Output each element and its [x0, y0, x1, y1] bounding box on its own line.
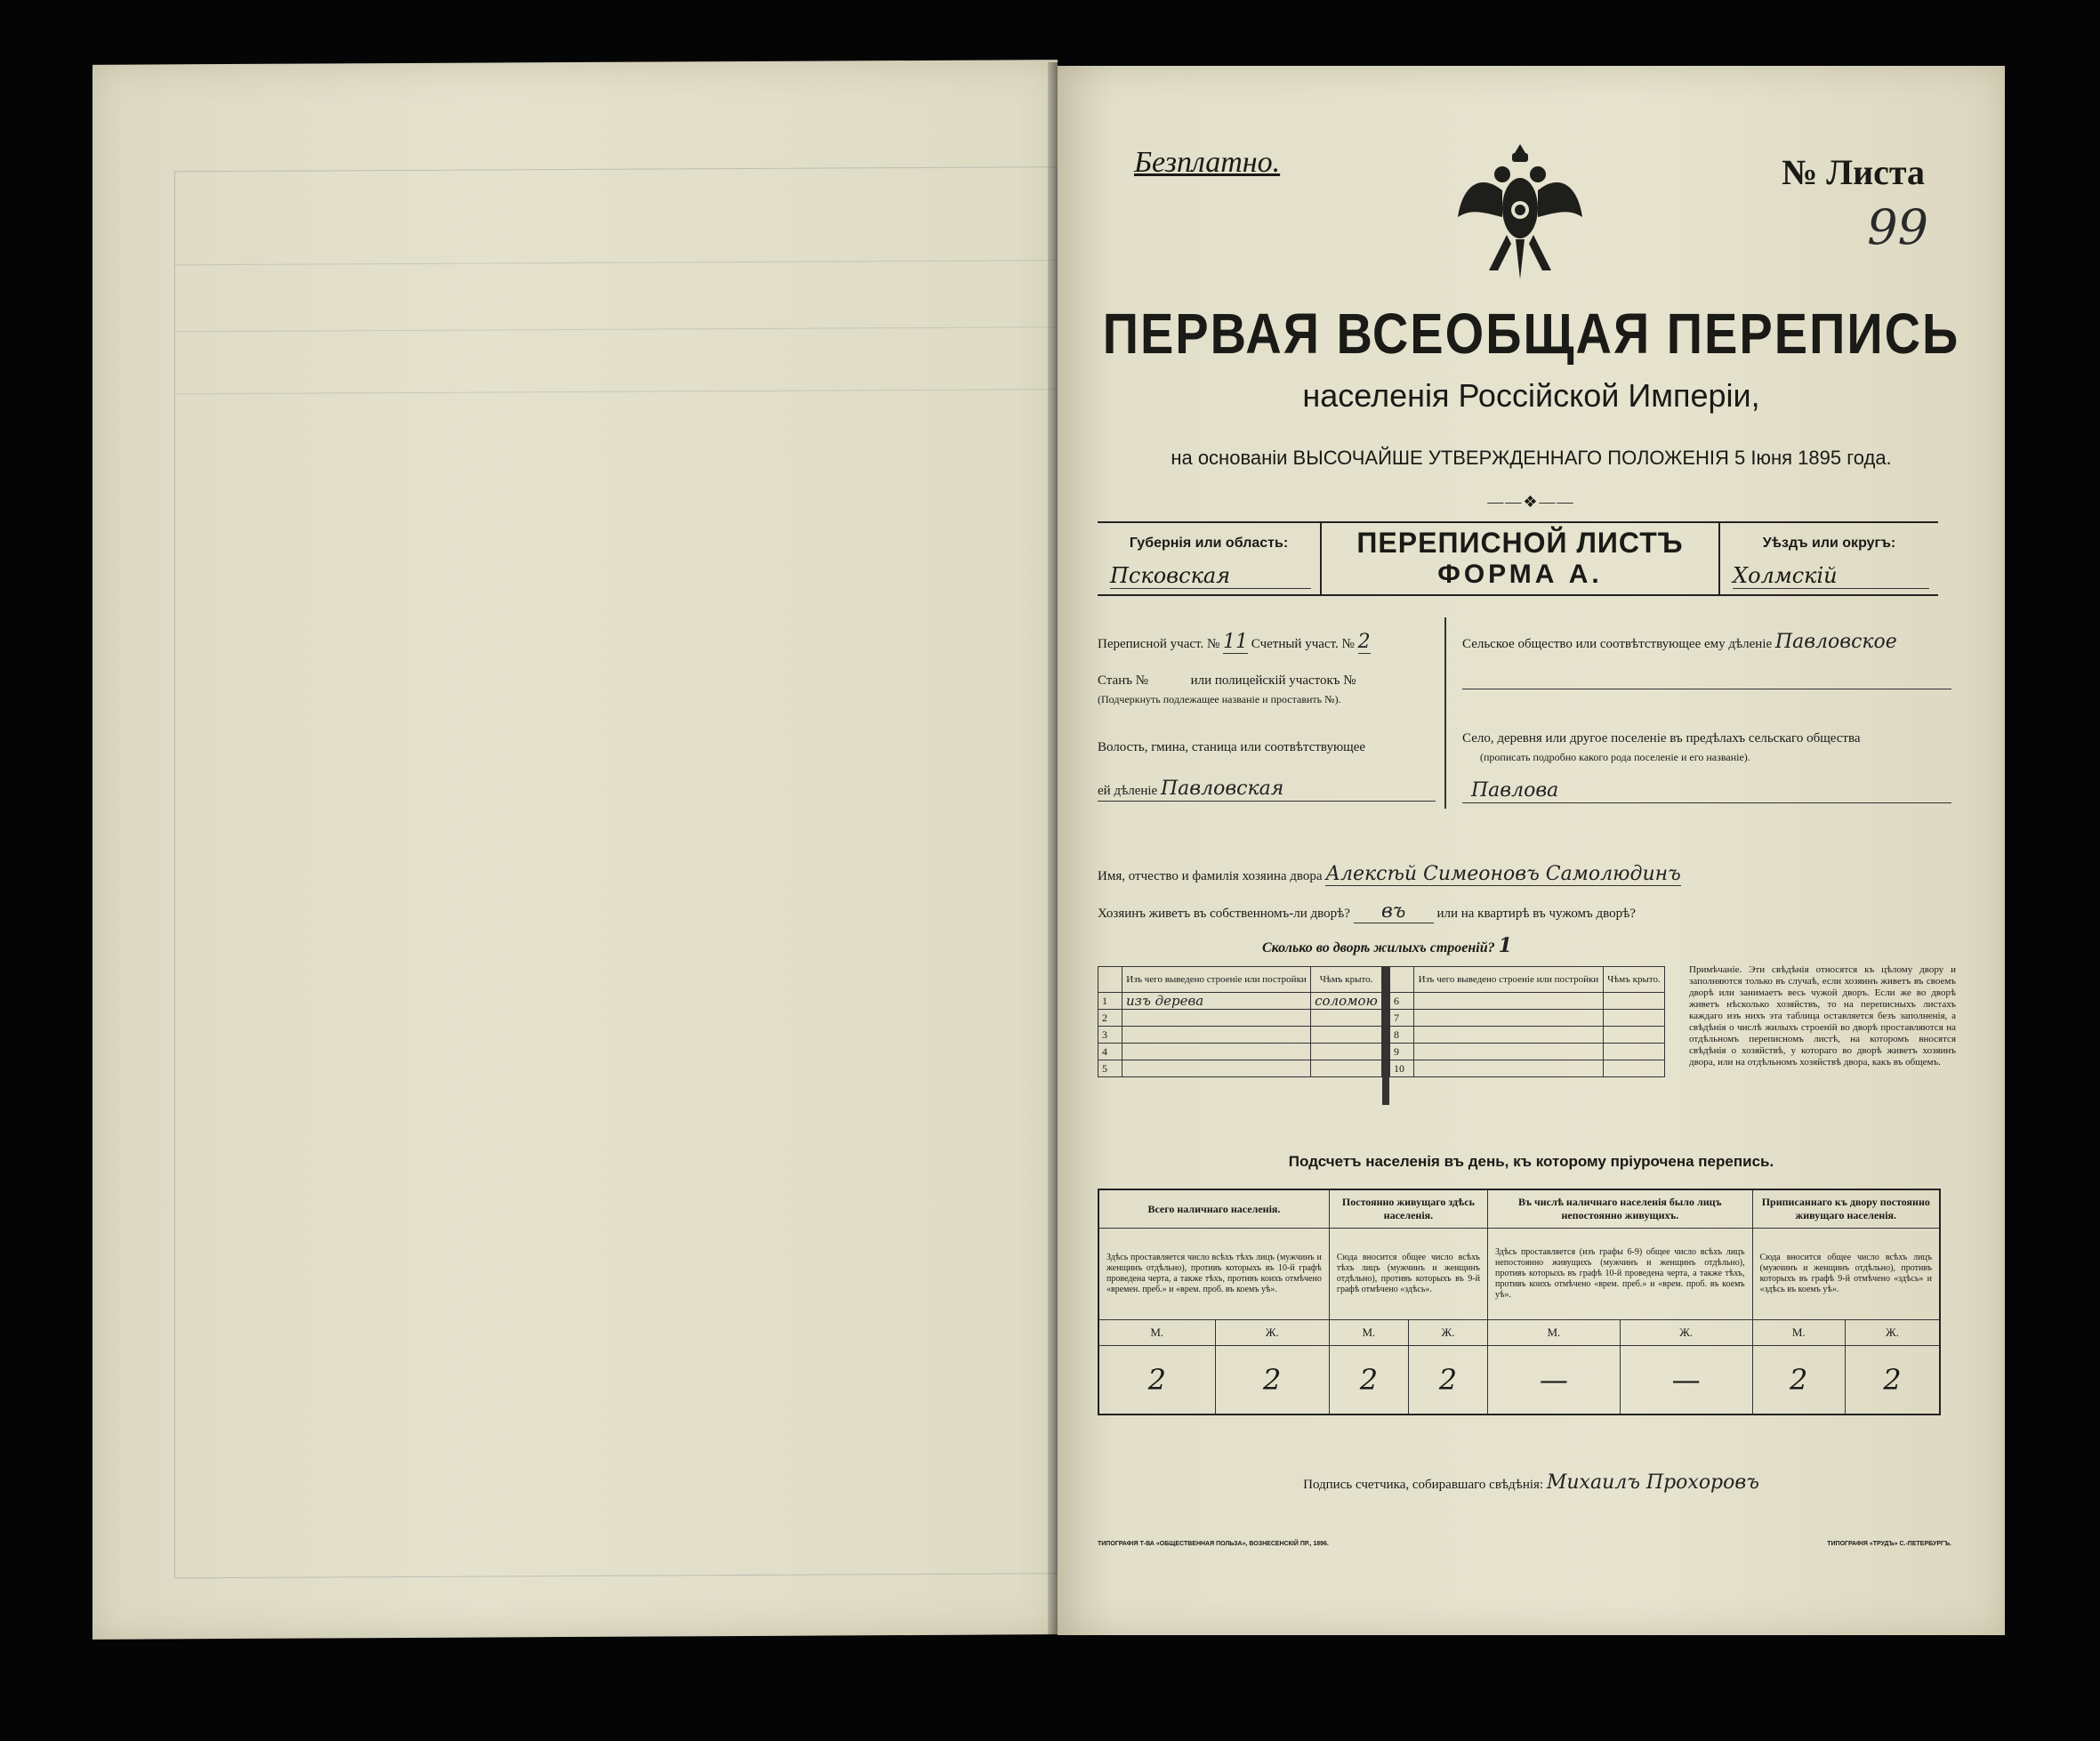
count-col-4-head: Приписаннаго къ двору постоянно живущаго населенія.: [1752, 1189, 1940, 1229]
sheet-number-label: № Листа: [1782, 152, 1925, 192]
buildings-line: [1262, 934, 1512, 957]
guberniya-value: Псковская: [1110, 563, 1311, 589]
stan-label: Станъ №: [1098, 673, 1149, 688]
count-value: 2: [1845, 1346, 1940, 1415]
form-name: ФОРМА А.: [1437, 560, 1603, 589]
obshchestvo-line: [1462, 631, 1897, 653]
col-what-2: Изъ чего выведено строеніе или постройки: [1414, 967, 1604, 993]
count-value: 2: [1215, 1346, 1329, 1415]
count-heading: Подсчетъ населенія въ день, къ которому пріурочена перепись.: [1288, 1153, 1774, 1170]
table-row: 9: [1390, 1044, 1665, 1060]
selo-value: Павлова: [1471, 779, 1559, 802]
buildings-label: Сколько во дворѣ жилыхъ строеній?: [1262, 940, 1495, 955]
lives-value: въ: [1354, 900, 1434, 923]
ornament-divider: ——❖——: [1487, 493, 1575, 511]
lives-line: [1098, 900, 1636, 923]
buildings-value: 1: [1498, 934, 1512, 957]
form-title-cell: [1320, 523, 1720, 594]
female-label: Ж.: [1408, 1320, 1487, 1346]
count-col-2-desc: Сюда вносится общее число всѣхъ тѣхъ лицъ (мужчинъ и женщинъ отдѣльно), противъ которыхъ въ 9-й графѣ отмѣчено «здѣсь».: [1329, 1229, 1487, 1320]
table-row: 8: [1390, 1027, 1665, 1044]
document-title: ПЕРВАЯ ВСЕОБЩАЯ ПЕРЕПИСЬ: [1102, 301, 1960, 366]
count-value: 2: [1098, 1346, 1215, 1415]
stan-line: [1098, 673, 1431, 689]
left-blank-page: [93, 60, 1058, 1640]
owner-value: Алексѣй Симеоновъ Самолюдинъ: [1325, 863, 1681, 885]
obshchestvo-value: Павловское: [1774, 631, 1897, 653]
owner-line: [1098, 863, 1681, 885]
schetny-label: Счетный участ. №: [1251, 637, 1355, 651]
lives-label-2: или на квартирѣ въ чужомъ дворѣ?: [1436, 907, 1636, 921]
volost-line: [1098, 778, 1431, 800]
signature-label: Подпись счетчика, собиравшаго свѣдѣнія:: [1303, 1478, 1544, 1492]
dwellings-table-right: [1389, 966, 1665, 1077]
col-roof-2: Чѣмъ крыто.: [1603, 967, 1664, 993]
table-row: 10: [1390, 1060, 1665, 1077]
table-row: 4: [1098, 1044, 1382, 1060]
count-col-1-desc: Здѣсь проставляется число всѣхъ тѣхъ лицъ (мужчинъ и женщинъ отдѣльно), противъ которыхъ въ 10-й графѣ проведена черта, а также тѣхъ, противъ коихъ отмѣчено «времен. преб.» и «врем. проб. въ коемъ уѣ».: [1098, 1229, 1329, 1320]
selo-underline: [1462, 802, 1951, 803]
uezd-value: Холмскій: [1733, 563, 1929, 589]
dwellings-table-separator: [1382, 966, 1389, 1105]
count-value: 2: [1752, 1346, 1845, 1415]
count-col-4-desc: Сюда вносится общее число всѣхъ лицъ (мужчинъ и женщинъ отдѣльно), противъ которыхъ въ графѣ 9-й отмѣчено «здѣсь» и «здѣсь въ коемъ уѣ».: [1752, 1229, 1940, 1320]
fields-divider: [1444, 617, 1446, 809]
uchastok-value: 11: [1223, 631, 1249, 653]
left-page-frame: [174, 166, 1057, 1578]
volost-underline: [1098, 801, 1436, 802]
form-header-box: [1098, 521, 1938, 596]
uezd-cell: [1718, 523, 1938, 594]
census-form-page: [1058, 66, 2005, 1635]
dwellings-note: Примѣчаніе. Эти свѣдѣнія относятся къ цѣлому двору и заполняются только въ случаѣ, если хозяинъ живетъ въ своемъ дворѣ или занимаетъ весь чужой дворъ. Если же во дворѣ живетъ нѣсколько хозяйствъ, то на переписныхъ листахъ каждаго изъ нихъ эта таблица оставляется безъ заполненія, а свѣдѣнія о числѣ жилыхъ строеній во дворѣ проставляются на отдѣльномъ переписномъ листѣ, на которомъ вносятся свѣдѣнія о хозяйствѣ, у котораго во дворѣ живетъ хозяинъ двора, или на отдѣльномъ хозяйствѣ двора, какъ въ общемъ.: [1689, 964, 1956, 1068]
stan-note: (Подчеркнуть подлежащее названіе и проставить №).: [1098, 693, 1341, 705]
volost-value: Павловская: [1160, 778, 1284, 800]
owner-label: Имя, отчество и фамилія хозяина двора: [1098, 869, 1323, 883]
table-row: 7: [1390, 1010, 1665, 1027]
table-row: 2: [1098, 1010, 1382, 1027]
guberniya-cell: [1098, 523, 1322, 594]
dwellings-table-left: [1098, 966, 1382, 1077]
count-value: 2: [1329, 1346, 1408, 1415]
col-roof: Чѣмъ крыто.: [1311, 967, 1382, 993]
male-label: М.: [1487, 1320, 1620, 1346]
male-label: М.: [1098, 1320, 1215, 1346]
uchastok-line: [1098, 631, 1371, 653]
form-title: ПЕРЕПИСНОЙ ЛИСТЪ: [1356, 527, 1684, 559]
free-label: Безплатно.: [1134, 146, 1281, 179]
guberniya-label: Губернія или область:: [1129, 536, 1289, 551]
population-count-table: [1098, 1189, 1941, 1415]
document-subtitle: населенія Россійской Имперіи,: [1302, 377, 1760, 414]
count-col-2-head: Постоянно живущаго здѣсь населенія.: [1329, 1189, 1487, 1229]
table-row: 5: [1098, 1060, 1382, 1077]
male-label: М.: [1329, 1320, 1408, 1346]
table-row: 3: [1098, 1027, 1382, 1044]
volost-label-2: ей дѣленіе: [1098, 784, 1158, 798]
printer-imprint-left: ТИПОГРАФІЯ Т-ВА «ОБЩЕСТВЕННАЯ ПОЛЬЗА», ВОЗНЕСЕНСКІЙ ПР., 1896.: [1098, 1541, 1329, 1547]
volost-label: Волость, гмина, станица или соотвѣтствующее: [1098, 740, 1366, 754]
schetny-value: 2: [1357, 631, 1371, 653]
count-col-3-desc: Здѣсь проставляется (изъ графы 6-9) общее число всѣхъ лицъ непостоянно живущихъ (мужчинъ и женщинъ отдѣльно), противъ которыхъ въ графѣ 10-й проведена черта, а также тѣхъ, противъ коихъ отмѣчено «врем. преб.» и «врем. проб. въ коемъ уѣ».: [1487, 1229, 1752, 1320]
uchastok-label: Переписной участ. №: [1098, 637, 1220, 651]
signature-value: Михаилъ Прохоровъ: [1546, 1471, 1759, 1494]
count-col-3-head: Въ числѣ наличнаго населенія было лицъ непостоянно живущихъ.: [1487, 1189, 1752, 1229]
count-value: —: [1620, 1346, 1752, 1415]
selo-label: Село, деревня или другое поселеніе въ предѣлахъ сельскаго общества: [1462, 731, 1861, 746]
female-label: Ж.: [1215, 1320, 1329, 1346]
count-col-1-head: Всего наличнаго населенія.: [1098, 1189, 1329, 1229]
signature-line: [1058, 1471, 2005, 1494]
table-row: 1 изъ дерева соломою: [1098, 993, 1382, 1010]
col-what: Изъ чего выведено строеніе или постройки: [1122, 967, 1311, 993]
female-label: Ж.: [1845, 1320, 1940, 1346]
female-label: Ж.: [1620, 1320, 1752, 1346]
legal-basis-line: на основаніи ВЫСОЧАЙШЕ УТВЕРЖДЕННАГО ПОЛОЖЕНІЯ 5 Іюня 1895 года.: [1171, 447, 1892, 469]
lives-label: Хозяинъ живетъ въ собственномъ-ли дворѣ?: [1098, 907, 1350, 921]
count-value: 2: [1408, 1346, 1487, 1415]
male-label: М.: [1752, 1320, 1845, 1346]
sheet-number-value: 99: [1867, 199, 1928, 255]
table-row: 6: [1390, 993, 1665, 1010]
obshchestvo-label: Сельское общество или соотвѣтствующее ему дѣленіе: [1462, 637, 1773, 651]
selo-note: (прописать подробно какого рода поселеніе и его названіе).: [1480, 751, 1750, 763]
count-value: —: [1487, 1346, 1620, 1415]
printer-imprint-right: ТИПОГРАФІЯ «ТРУДЪ» С.-ПЕТЕРБУРГЪ.: [1827, 1541, 1951, 1547]
double-headed-eagle-emblem: [1453, 137, 1587, 288]
stan-police-label: или полицейскій участокъ №: [1190, 673, 1356, 688]
uezd-label: Уѣздъ или округъ:: [1762, 536, 1896, 551]
